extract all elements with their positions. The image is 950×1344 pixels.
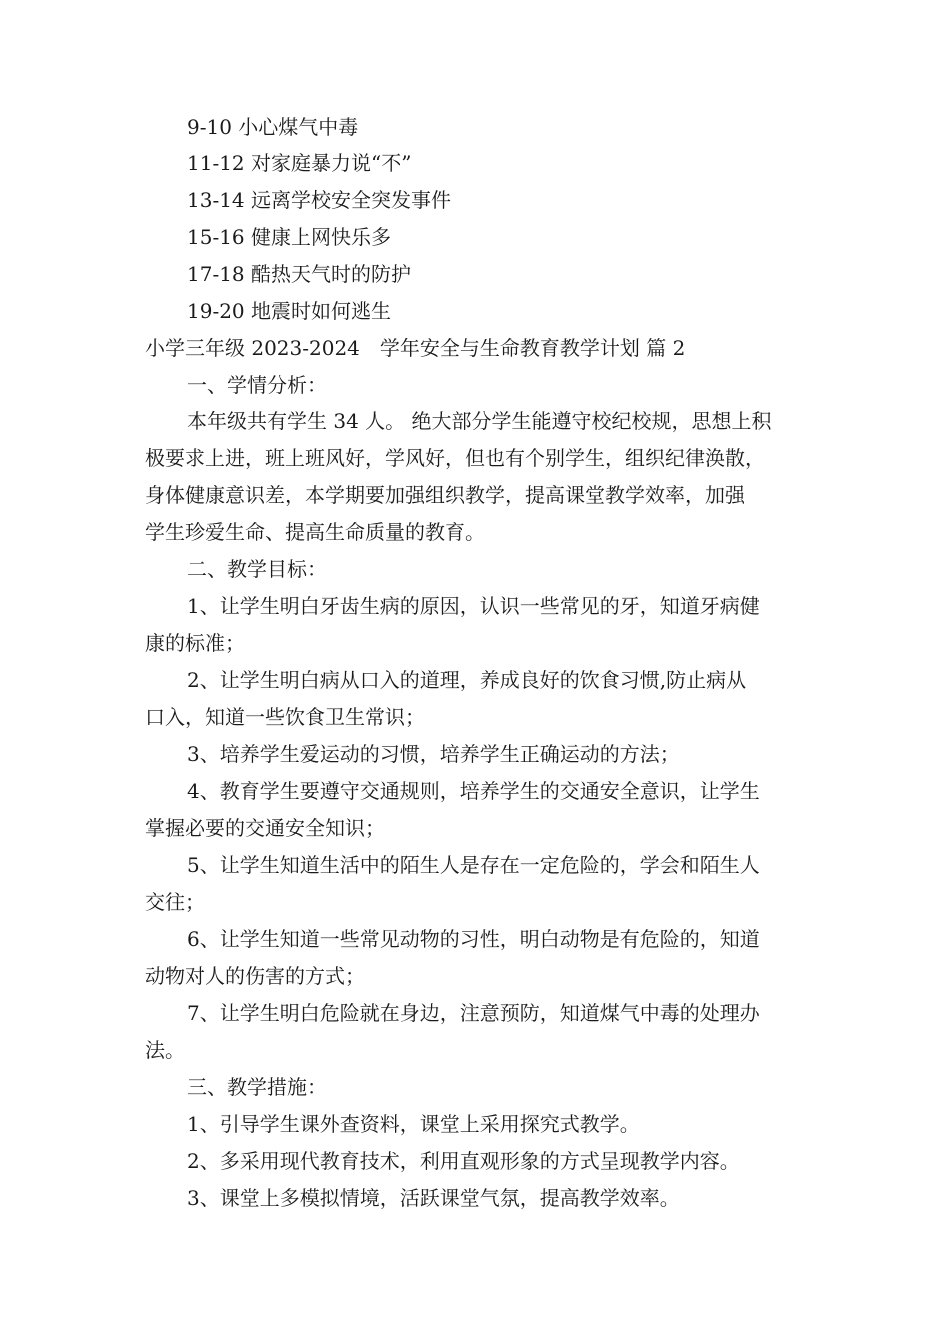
goal-item-continued: 康的标准；	[145, 631, 245, 655]
goal-item: 7、让学生明白危险就在身边，注意预防，知道煤气中毒的处理办	[187, 1001, 760, 1025]
paragraph-line: 极要求上进，班上班风好，学风好，但也有个别学生，组织纪律涣散，	[145, 446, 765, 470]
heading-teaching-goals: 二、教学目标：	[187, 557, 327, 581]
schedule-item: 19-20 地震时如何逃生	[187, 299, 392, 323]
goal-item: 5、让学生知道生活中的陌生人是存在一定危险的，学会和陌生人	[187, 853, 760, 877]
goal-item-continued: 口入，知道一些饮食卫生常识；	[145, 705, 425, 729]
schedule-item: 13-14 远离学校安全突发事件	[187, 188, 452, 212]
goal-item-continued: 掌握必要的交通安全知识；	[145, 816, 385, 840]
schedule-item: 11-12 对家庭暴力说“不”	[187, 151, 412, 175]
paragraph-line: 身体健康意识差，本学期要加强组织教学，提高课堂教学效率，加强	[145, 483, 745, 507]
measure-item: 2、多采用现代教育技术，利用直观形象的方式呈现教学内容。	[187, 1149, 740, 1173]
goal-item: 4、教育学生要遵守交通规则，培养学生的交通安全意识，让学生	[187, 779, 760, 803]
goal-item-continued: 动物对人的伤害的方式；	[145, 964, 365, 988]
goal-item: 2、让学生明白病从口入的道理，养成良好的饮食习惯,防止病从	[187, 668, 747, 692]
schedule-item: 9-10 小心煤气中毒	[187, 115, 359, 139]
measure-item: 3、课堂上多模拟情境，活跃课堂气氛，提高教学效率。	[187, 1186, 680, 1210]
paragraph-line: 学生珍爱生命、提高生命质量的教育。	[145, 520, 485, 544]
section-title: 小学三年级 2023-2024 学年安全与生命教育教学计划 篇 2	[145, 336, 686, 360]
paragraph-line: 本年级共有学生 34 人。 绝大部分学生能遵守校纪校规，思想上积	[187, 409, 772, 433]
schedule-item: 17-18 酷热天气时的防护	[187, 262, 412, 286]
goal-item: 6、让学生知道一些常见动物的习性，明白动物是有危险的，知道	[187, 927, 760, 951]
measure-item: 1、引导学生课外查资料，课堂上采用探究式教学。	[187, 1112, 640, 1136]
goal-item: 3、培养学生爱运动的习惯，培养学生正确运动的方法；	[187, 742, 680, 766]
goal-item-continued: 交往；	[145, 890, 205, 914]
goal-item-continued: 法。	[145, 1038, 185, 1062]
goal-item: 1、让学生明白牙齿生病的原因，认识一些常见的牙，知道牙病健	[187, 594, 760, 618]
heading-teaching-measures: 三、教学措施：	[187, 1075, 327, 1099]
heading-situation-analysis: 一、学情分析：	[187, 373, 327, 397]
schedule-item: 15-16 健康上网快乐多	[187, 225, 392, 249]
